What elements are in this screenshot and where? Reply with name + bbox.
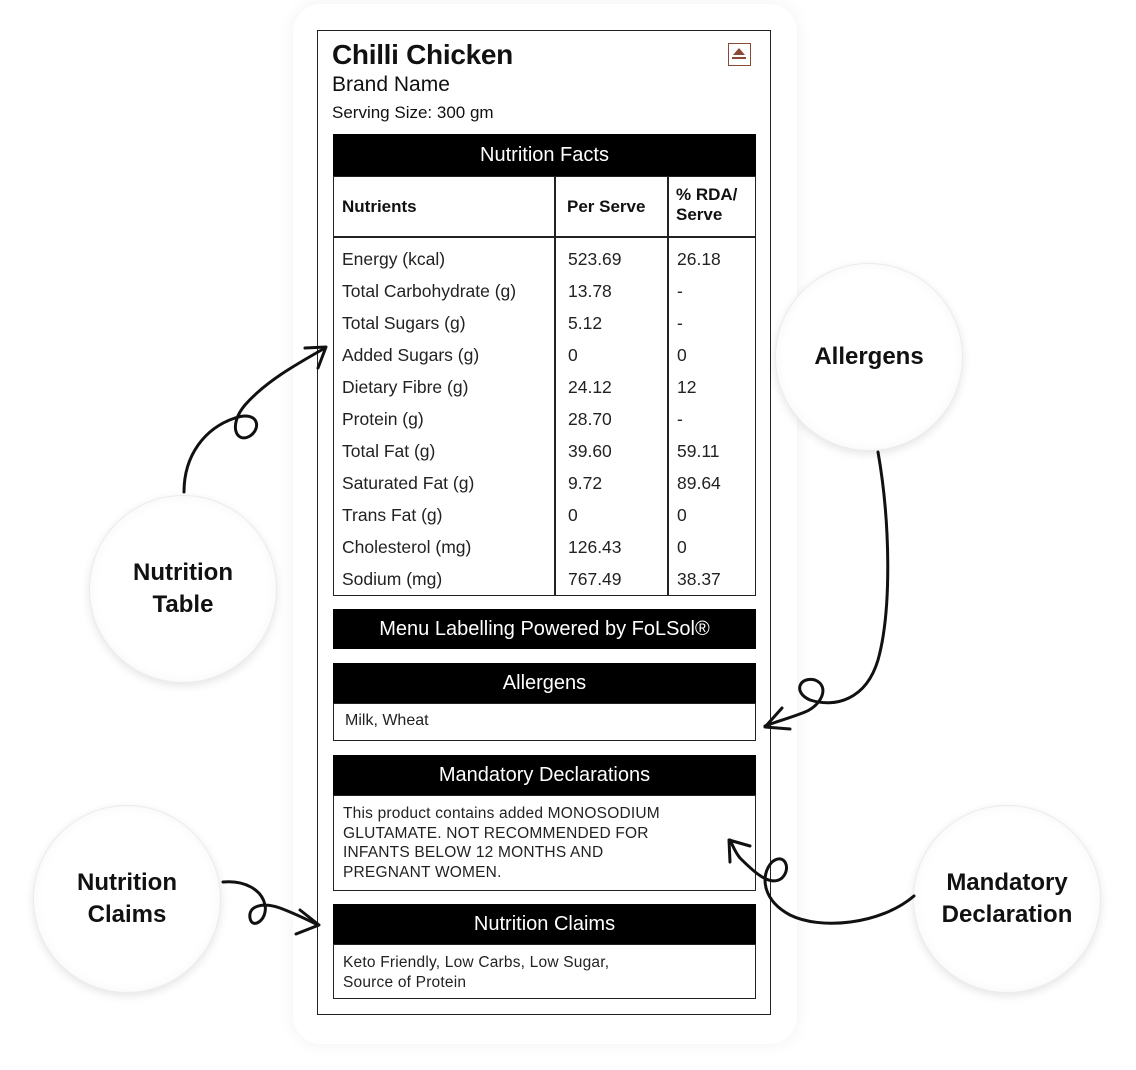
rda-value: - [677,409,683,429]
arrow-mandatory-declaration [730,840,914,923]
column-header-nutrients: Nutrients [342,197,417,216]
per-serve-value: 767.49 [568,569,622,589]
allergens-text: Milk, Wheat [345,712,429,729]
callout-mandatory-declaration: Mandatory Declaration [914,806,1100,992]
rda-value: 0 [677,537,687,557]
per-serve-value: 126.43 [568,537,622,557]
rda-value: - [677,281,683,301]
column-header-rda: % RDA/ Serve [676,185,738,224]
column-header-per-serve: Per Serve [567,197,646,216]
arrow-nutrition-claims [223,882,318,925]
dish-title: Chilli Chicken [332,39,513,70]
nutrient-name: Energy (kcal) [342,249,446,269]
nutrient-name: Saturated Fat (g) [342,473,475,493]
arrow-nutrition-table [184,348,325,492]
callout-allergens: Allergens [776,264,962,450]
per-serve-value: 0 [568,345,578,365]
mandatory-declarations-header: Mandatory Declarations [333,755,756,795]
rda-value: 38.37 [677,569,721,589]
per-serve-value: 28.70 [568,409,612,429]
nutrient-name: Added Sugars (g) [342,345,480,365]
per-serve-value: 13.78 [568,281,612,301]
rda-value: 89.64 [677,473,721,493]
nutrient-name: Total Sugars (g) [342,313,466,333]
nutrition-claims-text: Keto Friendly, Low Carbs, Low Sugar, Source of Protein [343,954,610,991]
nutrient-name: Trans Fat (g) [342,505,443,525]
per-serve-value: 5.12 [568,313,603,333]
allergens-header: Allergens [333,663,756,703]
nutrition-claims-header: Nutrition Claims [333,904,756,944]
nutrient-name: Total Fat (g) [342,441,436,461]
per-serve-value: 9.72 [568,473,603,493]
rda-value: 0 [677,345,687,365]
per-serve-value: 24.12 [568,377,612,397]
rda-value: 0 [677,505,687,525]
nutrition-facts-header: Nutrition Facts [333,134,756,176]
per-serve-value: 39.60 [568,441,612,461]
brand-name: Brand Name [332,73,450,96]
nutrient-name: Total Carbohydrate (g) [342,281,517,301]
per-serve-value: 523.69 [568,249,622,269]
serving-size: Serving Size: 300 gm [332,103,494,122]
callout-nutrition-claims: Nutrition Claims [34,806,220,992]
rda-value: - [677,313,683,333]
rda-value: 26.18 [677,249,721,269]
powered-by-bar: Menu Labelling Powered by FoLSol® [333,609,756,649]
per-serve-value: 0 [568,505,578,525]
nutrient-name: Protein (g) [342,409,424,429]
arrow-allergens [765,452,888,726]
nutrient-name: Sodium (mg) [342,569,443,589]
nutrient-name: Cholesterol (mg) [342,537,472,557]
nutrient-name: Dietary Fibre (g) [342,377,469,397]
mandatory-declarations-text: This product contains added MONOSODIUM GLUTAMATE. NOT RECOMMENDED FOR INFANTS BELOW 12 MONTHS AND PREGNANT WOMEN. [343,805,660,881]
rda-value: 59.11 [677,441,720,461]
callout-nutrition-table: Nutrition Table [90,496,276,682]
rda-value: 12 [677,377,697,397]
